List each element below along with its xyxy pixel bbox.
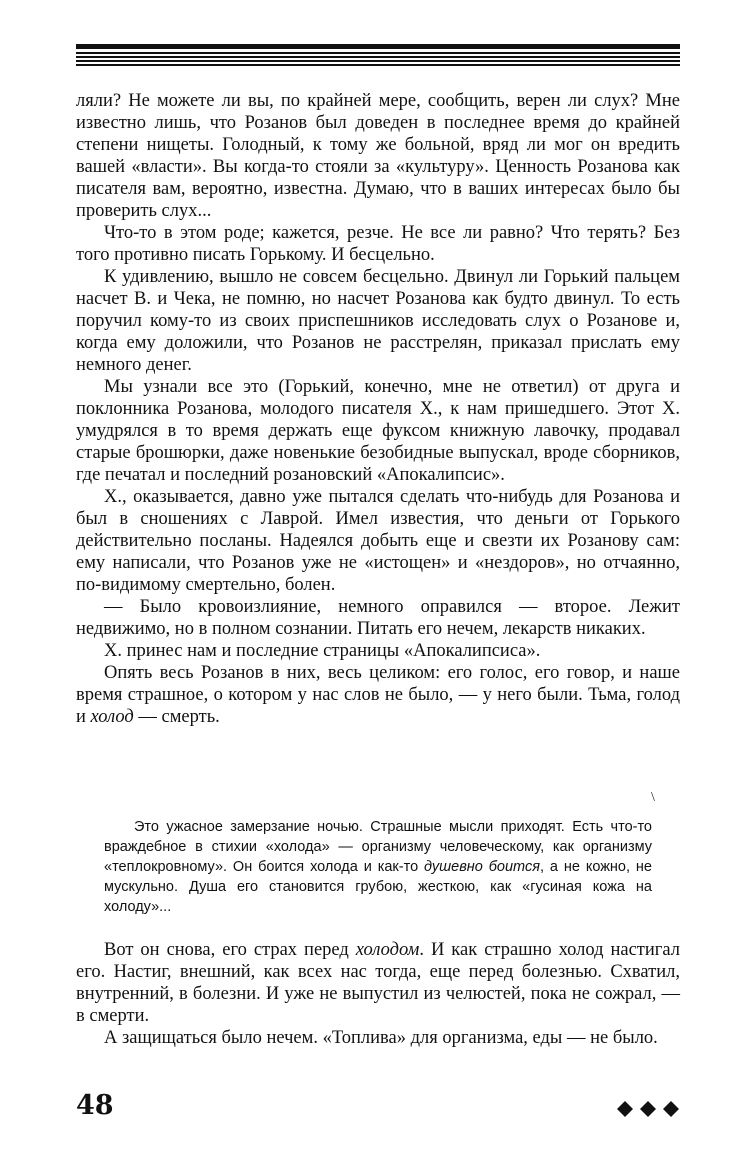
italic-word: холод [90,707,134,727]
paragraph: — Было кровоизлияние, немного оправился — второе. Лежит недвижимо, но в полном сознании. Питать его нечем, лекарств никаких. [76,597,680,639]
text-run: . И как страшно холод настигал его. Настиг, внешний, как всех нас тогда, еще перед болезнью. Схватил, внутренний, в болезни. И уже не выпустил из челюстей, пока не сожрал, — в смерти. [76,940,680,1026]
paragraph: К удивлению, вышло не совсем бесцельно. Двинул ли Горький пальцем насчет В. и Чека, не помню, но насчет Розанова как будто двинул. То есть поручил кому-то из своих приспешников исследовать слух о Розанове и, когда ему доложили, что Розанов не расстрелян, приказал прислать ему немного денег. [76,267,680,375]
header-rule-line [76,56,680,58]
italic-word: холодом [355,940,420,960]
text-run: Это ужасное замерзание ночью. Страшные мысли приходят. Есть что-то враждебное в стихии «холода» — организму человеческому, как организму «теплокровному». Он боится холода и как-то [104,819,652,875]
italic-phrase: душевно боится [424,859,540,875]
paragraph [76,662,680,728]
paragraph: Х. принес нам и последние страницы «Апокалипсиса». [104,641,541,661]
header-rule [76,44,680,68]
header-rule-line [76,60,680,62]
text-run: Вот он снова, его страх перед [104,940,356,960]
text-run: , а не кожно, не мускульно. Душа его становится грубою, жесткою, как «гусиная кожа на холоду»... [104,859,652,915]
paragraph: Х., оказывается, давно уже пытался сделать что-нибудь для Розанова и был в сношениях с Лаврой. Имел известия, что деньги от Горького действительно посланы. Надеялся добыть еще и свезти их Розанову сам: ему написали, что Розанов уже не «истощен» и «нездоров», но отчаянно, по-видимому смертельно, болен. [76,487,680,595]
paragraph: Мы узнали все это (Горький, конечно, мне не ответил) от друга и поклонника Розанова, молодого писателя Х., к нам пришедшего. Этот Х. умудрялся в то время держать еще фуксом книжную лавочку, продавал старые брошюрки, даже новенькие безобидные выпускал, вроде сборников, где печатал и последний розановский «Апокалипсис». [76,377,680,485]
block-quote [104,817,652,917]
header-rule-line [76,52,680,54]
paragraph: А защищаться было нечем. «Топлива» для организма, еды — не было. [104,1028,658,1048]
diamond-ornament-icon [616,1100,680,1118]
header-rule-line [76,44,680,49]
paragraph [76,939,680,1027]
body-text-continued [76,939,680,1049]
stray-mark: \ [651,790,655,805]
header-rule-line [76,64,680,66]
text-run: — смерть. [133,707,220,727]
text-run: Опять весь Розанов в них, весь целиком: его голос, его говор, и наше время страшное, о котором у нас слов не было, — у него были. Тьма, голод и [76,663,680,727]
body-text [76,90,680,728]
paragraph: Что-то в этом роде; кажется, резче. Не все ли равно? Что терять? Без того противно писать Горькому. И бесцельно. [76,223,680,265]
paragraph: ляли? Не можете ли вы, по крайней мере, сообщить, верен ли слух? Мне известно лишь, что Розанов был доведен в последнее время до крайней степени нищеты. Голодный, к тому же больной, вряд ли мог он вредить вашей «власти». Вы когда-то стояли за «культуру». Ценность Розанова как писателя вам, вероятно, известна. Думаю, что в ваших интересах было бы проверить слух... [76,91,680,221]
page-number: 48 [76,1090,114,1121]
